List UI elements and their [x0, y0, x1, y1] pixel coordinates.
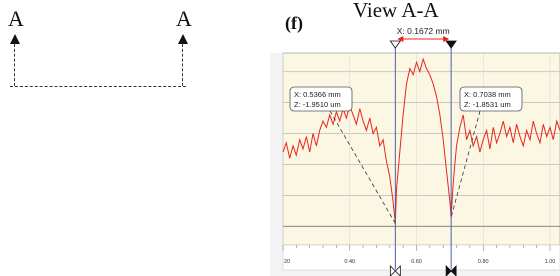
- section-arrow-left-icon: [10, 34, 20, 44]
- section-line-left: [14, 44, 15, 86]
- section-line-right: [182, 44, 183, 86]
- panel-label: (f): [285, 13, 303, 33]
- callout-x-label: X: 0.5366 mm: [294, 90, 341, 99]
- delta-label: X: 0.1672 mm: [396, 26, 450, 36]
- callout-z-label: Z: -1.8531 um: [464, 100, 511, 109]
- x-tick-label: 0.40: [344, 259, 356, 265]
- x-axis-band: [283, 245, 560, 270]
- x-tick-label: 0.60: [411, 259, 422, 265]
- profile-chart: [270, 25, 560, 276]
- cursor-top-filled-icon: [446, 41, 456, 48]
- view-title: View A-A: [353, 0, 439, 22]
- cursor-top-open-icon: [390, 41, 400, 48]
- x-tick-label: 20: [283, 259, 291, 265]
- section-marker-right-label: A: [176, 6, 192, 31]
- section-marker-left-label: A: [8, 6, 24, 31]
- x-tick-label: 1.00: [544, 259, 556, 265]
- callout-x-label: X: 0.7038 mm: [464, 90, 511, 99]
- section-cut-line: [10, 86, 186, 87]
- section-arrow-right-icon: [178, 34, 188, 44]
- x-tick-label: 0.80: [477, 259, 489, 265]
- plot-area: [283, 53, 560, 245]
- callout-z-label: Z: -1.9510 um: [294, 100, 341, 109]
